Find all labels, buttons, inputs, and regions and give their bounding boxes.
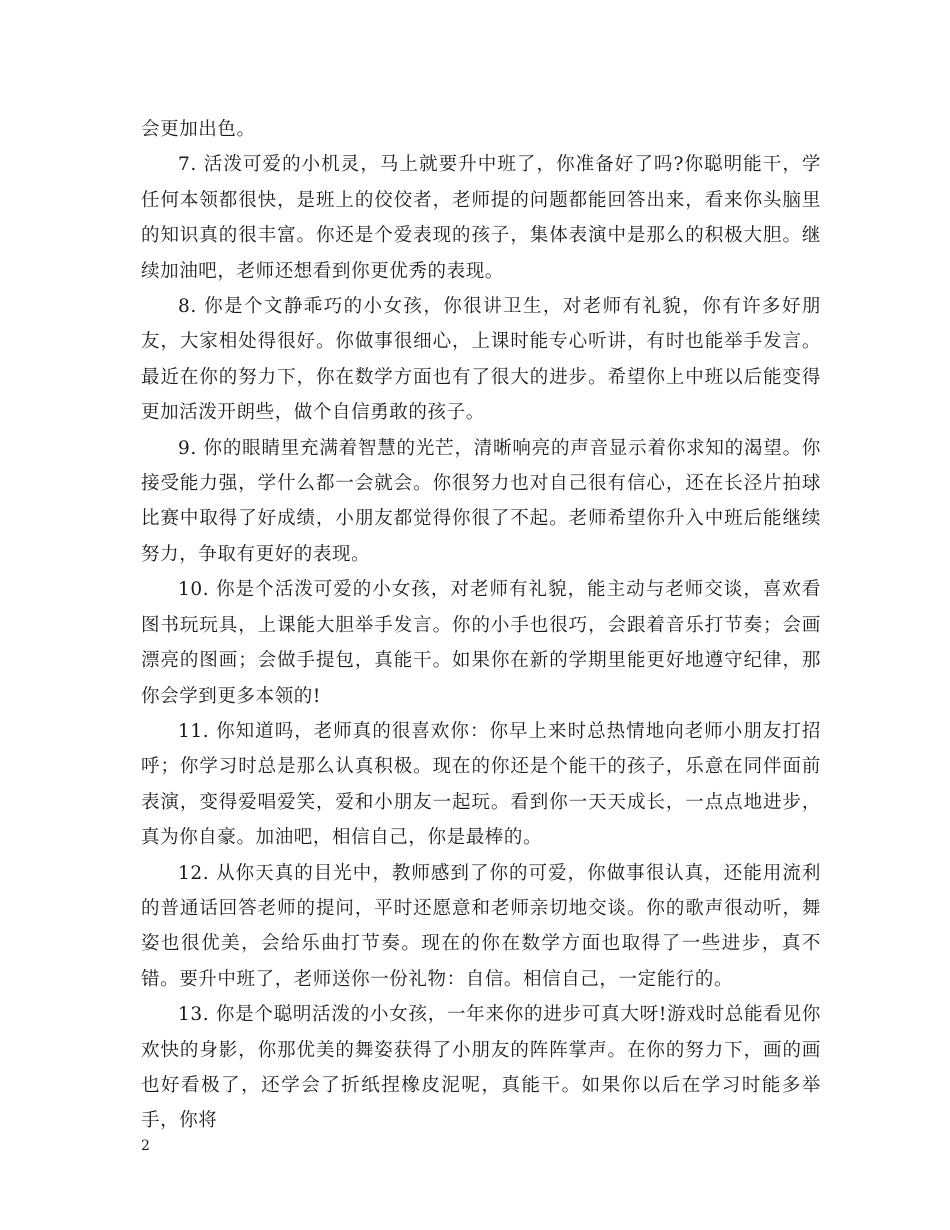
page-number: 2	[141, 1138, 150, 1154]
paragraph-item-9: 9. 你的眼睛里充满着智慧的光芒，清晰响亮的声音显示着你求知的渴望。你接受能力强，学什么都一会就会。你很努力也对自己很有信心，还在长泾片拍球比赛中取得了好成绩，小朋友都觉得你很了不起。老师希望你升入中班后能继续努力，争取有更好的表现。	[141, 437, 821, 565]
paragraph-item-10: 10. 你是个活泼可爱的小女孩，对老师有礼貌，能主动与老师交谈，喜欢看图书玩玩具，上课能大胆举手发言。你的小手也很巧，会跟着音乐打节奏；会画漂亮的图画；会做手提包，真能干。如果你在新的学期里能更好地遵守纪律，那你会学到更多本领的!	[141, 579, 821, 707]
paragraph-continuation: 会更加出色。	[141, 119, 256, 140]
paragraph-item-8: 8. 你是个文静乖巧的小女孩，你很讲卫生，对老师有礼貌，你有许多好朋友，大家相处得很好。你做事很细心，上课时能专心听讲，有时也能举手发言。最近在你的努力下，你在数学方面也有了很大的进步。希望你上中班以后能变得更加活泼开朗些，做个自信勇敢的孩子。	[141, 296, 821, 424]
document-body	[141, 112, 821, 1139]
paragraph-item-11: 11. 你知道吗，老师真的很喜欢你：你早上来时总热情地向老师小朋友打招呼；你学习时总是那么认真积极。现在的你还是个能干的孩子，乐意在同伴面前表演，变得爱唱爱笑，爱和小朋友一起玩。看到你一天天成长，一点点地进步，真为你自豪。加油吧，相信自己，你是最棒的。	[141, 720, 821, 849]
paragraph-item-13: 13. 你是个聪明活泼的小女孩，一年来你的进步可真大呀!游戏时总能看见你欢快的身影，你那优美的舞姿获得了小朋友的阵阵掌声。在你的努力下，画的画也好看极了，还学会了折纸捏橡皮泥呢，真能干。如果你以后在学习时能多举手，你将	[141, 1004, 821, 1132]
paragraph-item-12: 12. 从你天真的目光中，教师感到了你的可爱，你做事很认真，还能用流利的普通话回答老师的提问，平时还愿意和老师亲切地交谈。你的歌声很动听，舞姿也很优美，会给乐曲打节奏。现在的你在数学方面也取得了一些进步，真不错。要升中班了，老师送你一份礼物：自信。相信自己，一定能行的。	[141, 862, 821, 990]
paragraph-item-7: 7. 活泼可爱的小机灵，马上就要升中班了，你准备好了吗?你聪明能干，学任何本领都很快，是班上的佼佼者，老师提的问题都能回答出来，看来你头脑里的知识真的很丰富。你还是个爱表现的孩子，集体表演中是那么的积极大胆。继续加油吧，老师还想看到你更优秀的表现。	[141, 154, 821, 282]
